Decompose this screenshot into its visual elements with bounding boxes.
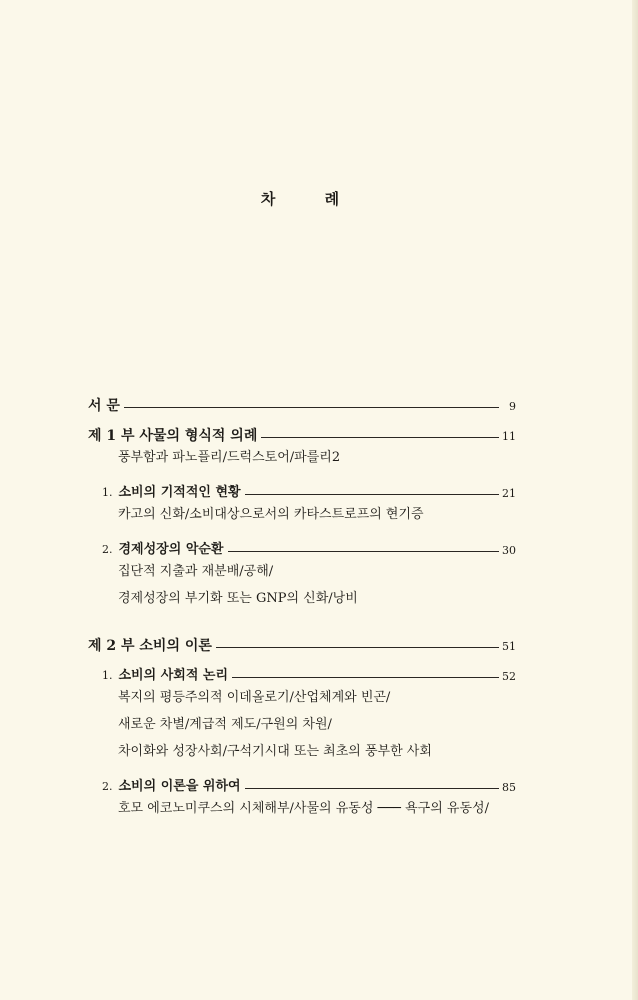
toc-subtopics: 카고의 신화/소비대상으로서의 카타스트로프의 현기증 <box>118 507 424 522</box>
chapter-number: 2. <box>102 780 113 793</box>
toc-entry-part1[interactable] <box>88 415 516 445</box>
dot-leader <box>228 551 500 552</box>
dot-leader <box>261 437 499 438</box>
toc-entry-preface[interactable] <box>88 385 516 415</box>
toc-subtopics: 풍부함과 파노플리/드럭스토어/파를리2 <box>118 450 341 465</box>
toc-subtopics: 경제성장의 부기화 또는 GNP의 신화/낭비 <box>118 591 358 606</box>
toc-entry-part2[interactable] <box>88 625 516 655</box>
toc-entry-label <box>102 484 241 502</box>
toc-page-number: 85 <box>502 781 516 794</box>
dot-leader <box>232 677 499 678</box>
toc-page-number: 51 <box>502 640 516 653</box>
dot-leader <box>245 788 499 789</box>
section-gap <box>88 613 516 625</box>
dot-leader <box>245 494 499 495</box>
toc-subtopics: 차이화와 성장사회/구석기시대 또는 최초의 풍부한 사회 <box>118 744 432 759</box>
toc-page-number: 9 <box>509 400 516 413</box>
chapter-title: 소비의 이론을 위하여 <box>118 779 241 794</box>
chapter-number: 1. <box>102 669 113 682</box>
page-edge <box>632 0 638 1000</box>
toc-entry-part1-ch2[interactable] <box>88 529 516 559</box>
toc-entry-label: 제 2 부 소비의 이론 <box>88 638 212 654</box>
toc-entry-label <box>102 667 228 685</box>
chapter-number: 2. <box>102 543 113 556</box>
toc-entry-label: 제 1 부 사물의 형식적 의례 <box>88 428 258 444</box>
toc-entry-label <box>102 541 224 559</box>
chapter-title: 소비의 사회적 논리 <box>118 668 229 683</box>
toc-subtopics: 호모 에코노미쿠스의 시체해부/사물의 유동성 ─── 욕구의 유동성/ <box>118 801 489 816</box>
toc-entry-label <box>102 778 241 796</box>
toc-page-number: 21 <box>502 487 516 500</box>
dot-leader <box>216 647 499 648</box>
toc-entry-part2-ch1[interactable] <box>88 655 516 685</box>
toc-subtopics: 새로운 차별/계급적 제도/구원의 차원/ <box>118 717 332 732</box>
dot-leader <box>124 407 499 408</box>
chapter-title: 경제성장의 악순환 <box>118 542 224 557</box>
toc-entry-part1-ch1[interactable] <box>88 472 516 502</box>
toc-entry-label: 서 문 <box>88 398 120 414</box>
toc-page-number: 11 <box>502 430 516 443</box>
toc-subtopics: 집단적 지출과 재분배/공해/ <box>118 564 274 579</box>
chapter-title: 소비의 기적적인 현황 <box>118 485 241 500</box>
chapter-number: 1. <box>102 486 113 499</box>
table-of-contents <box>88 385 516 823</box>
toc-entry-part2-ch2[interactable] <box>88 766 516 796</box>
toc-subtopics: 복지의 평등주의적 이데올로기/산업체계와 빈곤/ <box>118 690 391 705</box>
toc-page-number: 52 <box>502 670 516 683</box>
toc-page-number: 30 <box>502 544 516 557</box>
page-title: 차 례 <box>260 190 362 208</box>
